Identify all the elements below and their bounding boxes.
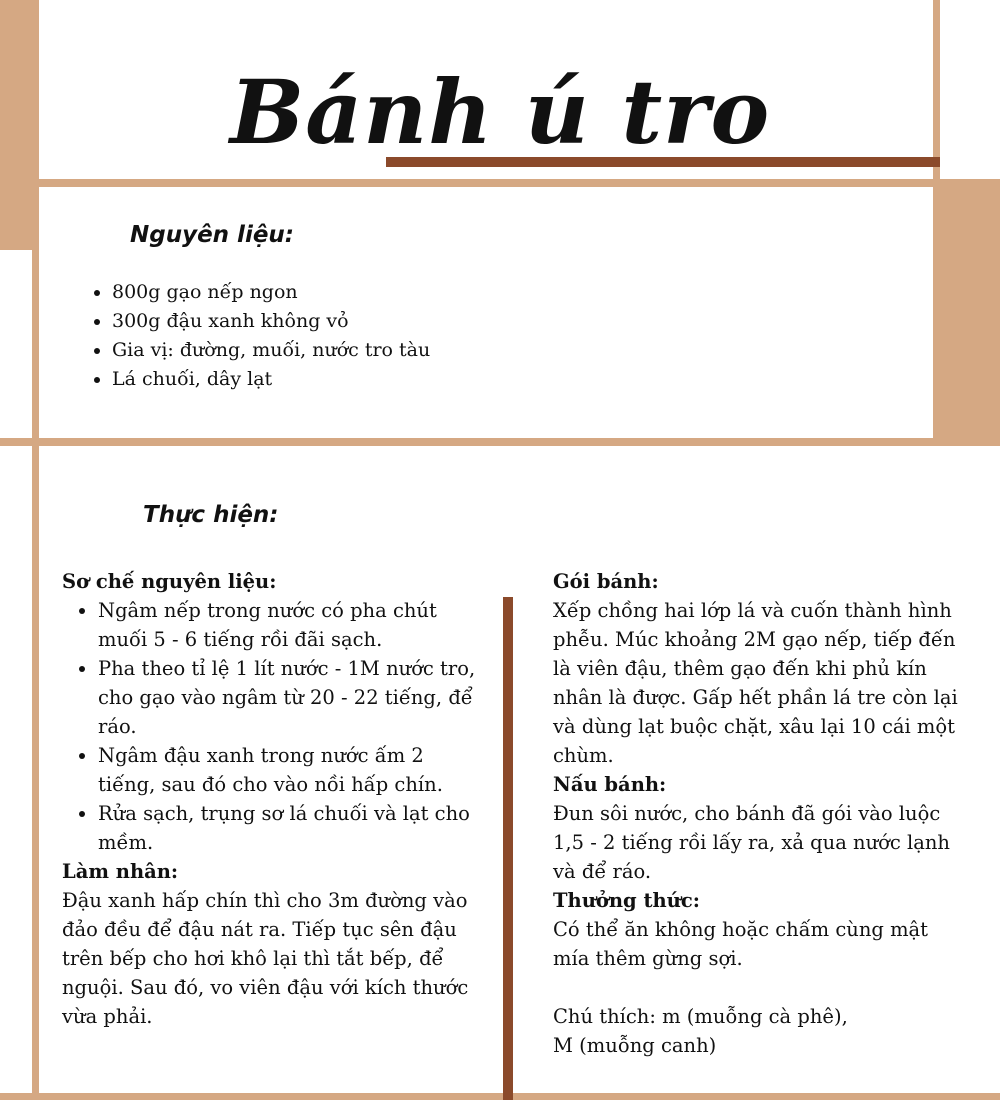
prep-title: Sơ chế nguyên liệu:	[62, 570, 277, 593]
filling-title: Làm nhân:	[62, 860, 179, 883]
cook-title: Nấu bánh:	[553, 773, 667, 796]
cook-text: Đun sôi nước, cho bánh đã gói vào luộc 1,5 - 2 tiếng rồi lấy ra, xả qua nước lạnh và để ráo.	[553, 802, 950, 883]
ingredients-heading: Nguyên liệu:	[130, 222, 294, 248]
filling-text: Đậu xanh hấp chín thì cho 3m đường vào đảo đều để đậu nát ra. Tiếp tục sên đậu trên bếp cho hơi khô lại thì tắt bếp, để nguội. Sau đó, vo viên đậu với kích thước vừa phải.	[62, 889, 469, 1028]
prep-step: • Ngâm nếp trong nước có pha chút muối 5 - 6 tiếng rồi đãi sạch.	[98, 596, 487, 654]
ingredient-item: • 800g gạo nếp ngon	[112, 278, 430, 307]
note-line-1: Chú thích: m (muỗng cà phê),	[553, 1005, 848, 1028]
method-heading: Thực hiện:	[143, 502, 279, 528]
wrap-text: Xếp chồng hai lớp lá và cuốn thành hình phễu. Múc khoảng 2M gạo nếp, tiếp đến là viên đậu, thêm gạo đến khi phủ kín nhân là được. Gấp hết phần lá tre còn lại và dùng lạt buộc chặt, xâu lại 10 cái một chùm.	[553, 599, 958, 767]
prep-step: • Ngâm đậu xanh trong nước ấm 2 tiếng, sau đó cho vào nồi hấp chín.	[98, 741, 487, 799]
note-line-2: M (muỗng canh)	[553, 1034, 717, 1057]
column-divider	[503, 597, 513, 1100]
page-title: Bánh ú tro	[229, 60, 771, 164]
ingredient-item: • 300g đậu xanh không vỏ	[112, 307, 430, 336]
enjoy-text: Có thể ăn không hoặc chấm cùng mật mía thêm gừng sợi.	[553, 918, 929, 970]
prep-step: • Pha theo tỉ lệ 1 lít nước - 1M nước tro, cho gạo vào ngâm từ 20 - 22 tiếng, để ráo.	[98, 654, 487, 741]
wrap-title: Gói bánh:	[553, 570, 659, 593]
header-divider	[0, 179, 1000, 187]
ingredient-item: • Lá chuối, dây lạt	[112, 365, 430, 394]
ingredients-list	[88, 278, 430, 394]
prep-list	[62, 596, 487, 857]
section-divider	[0, 438, 1000, 446]
method-right-column	[553, 567, 958, 1060]
ingredient-item: • Gia vị: đường, muối, nước tro tàu	[112, 336, 430, 365]
method-left-column	[62, 567, 487, 1031]
bottom-frame-line	[0, 1093, 1000, 1100]
prep-step: • Rửa sạch, trụng sơ lá chuối và lạt cho mềm.	[98, 799, 487, 857]
enjoy-title: Thưởng thức:	[553, 889, 700, 912]
left-frame-line	[32, 0, 39, 1100]
spacer	[553, 973, 958, 1002]
right-accent-block	[940, 187, 1000, 440]
ingredients-right-frame	[933, 187, 940, 440]
